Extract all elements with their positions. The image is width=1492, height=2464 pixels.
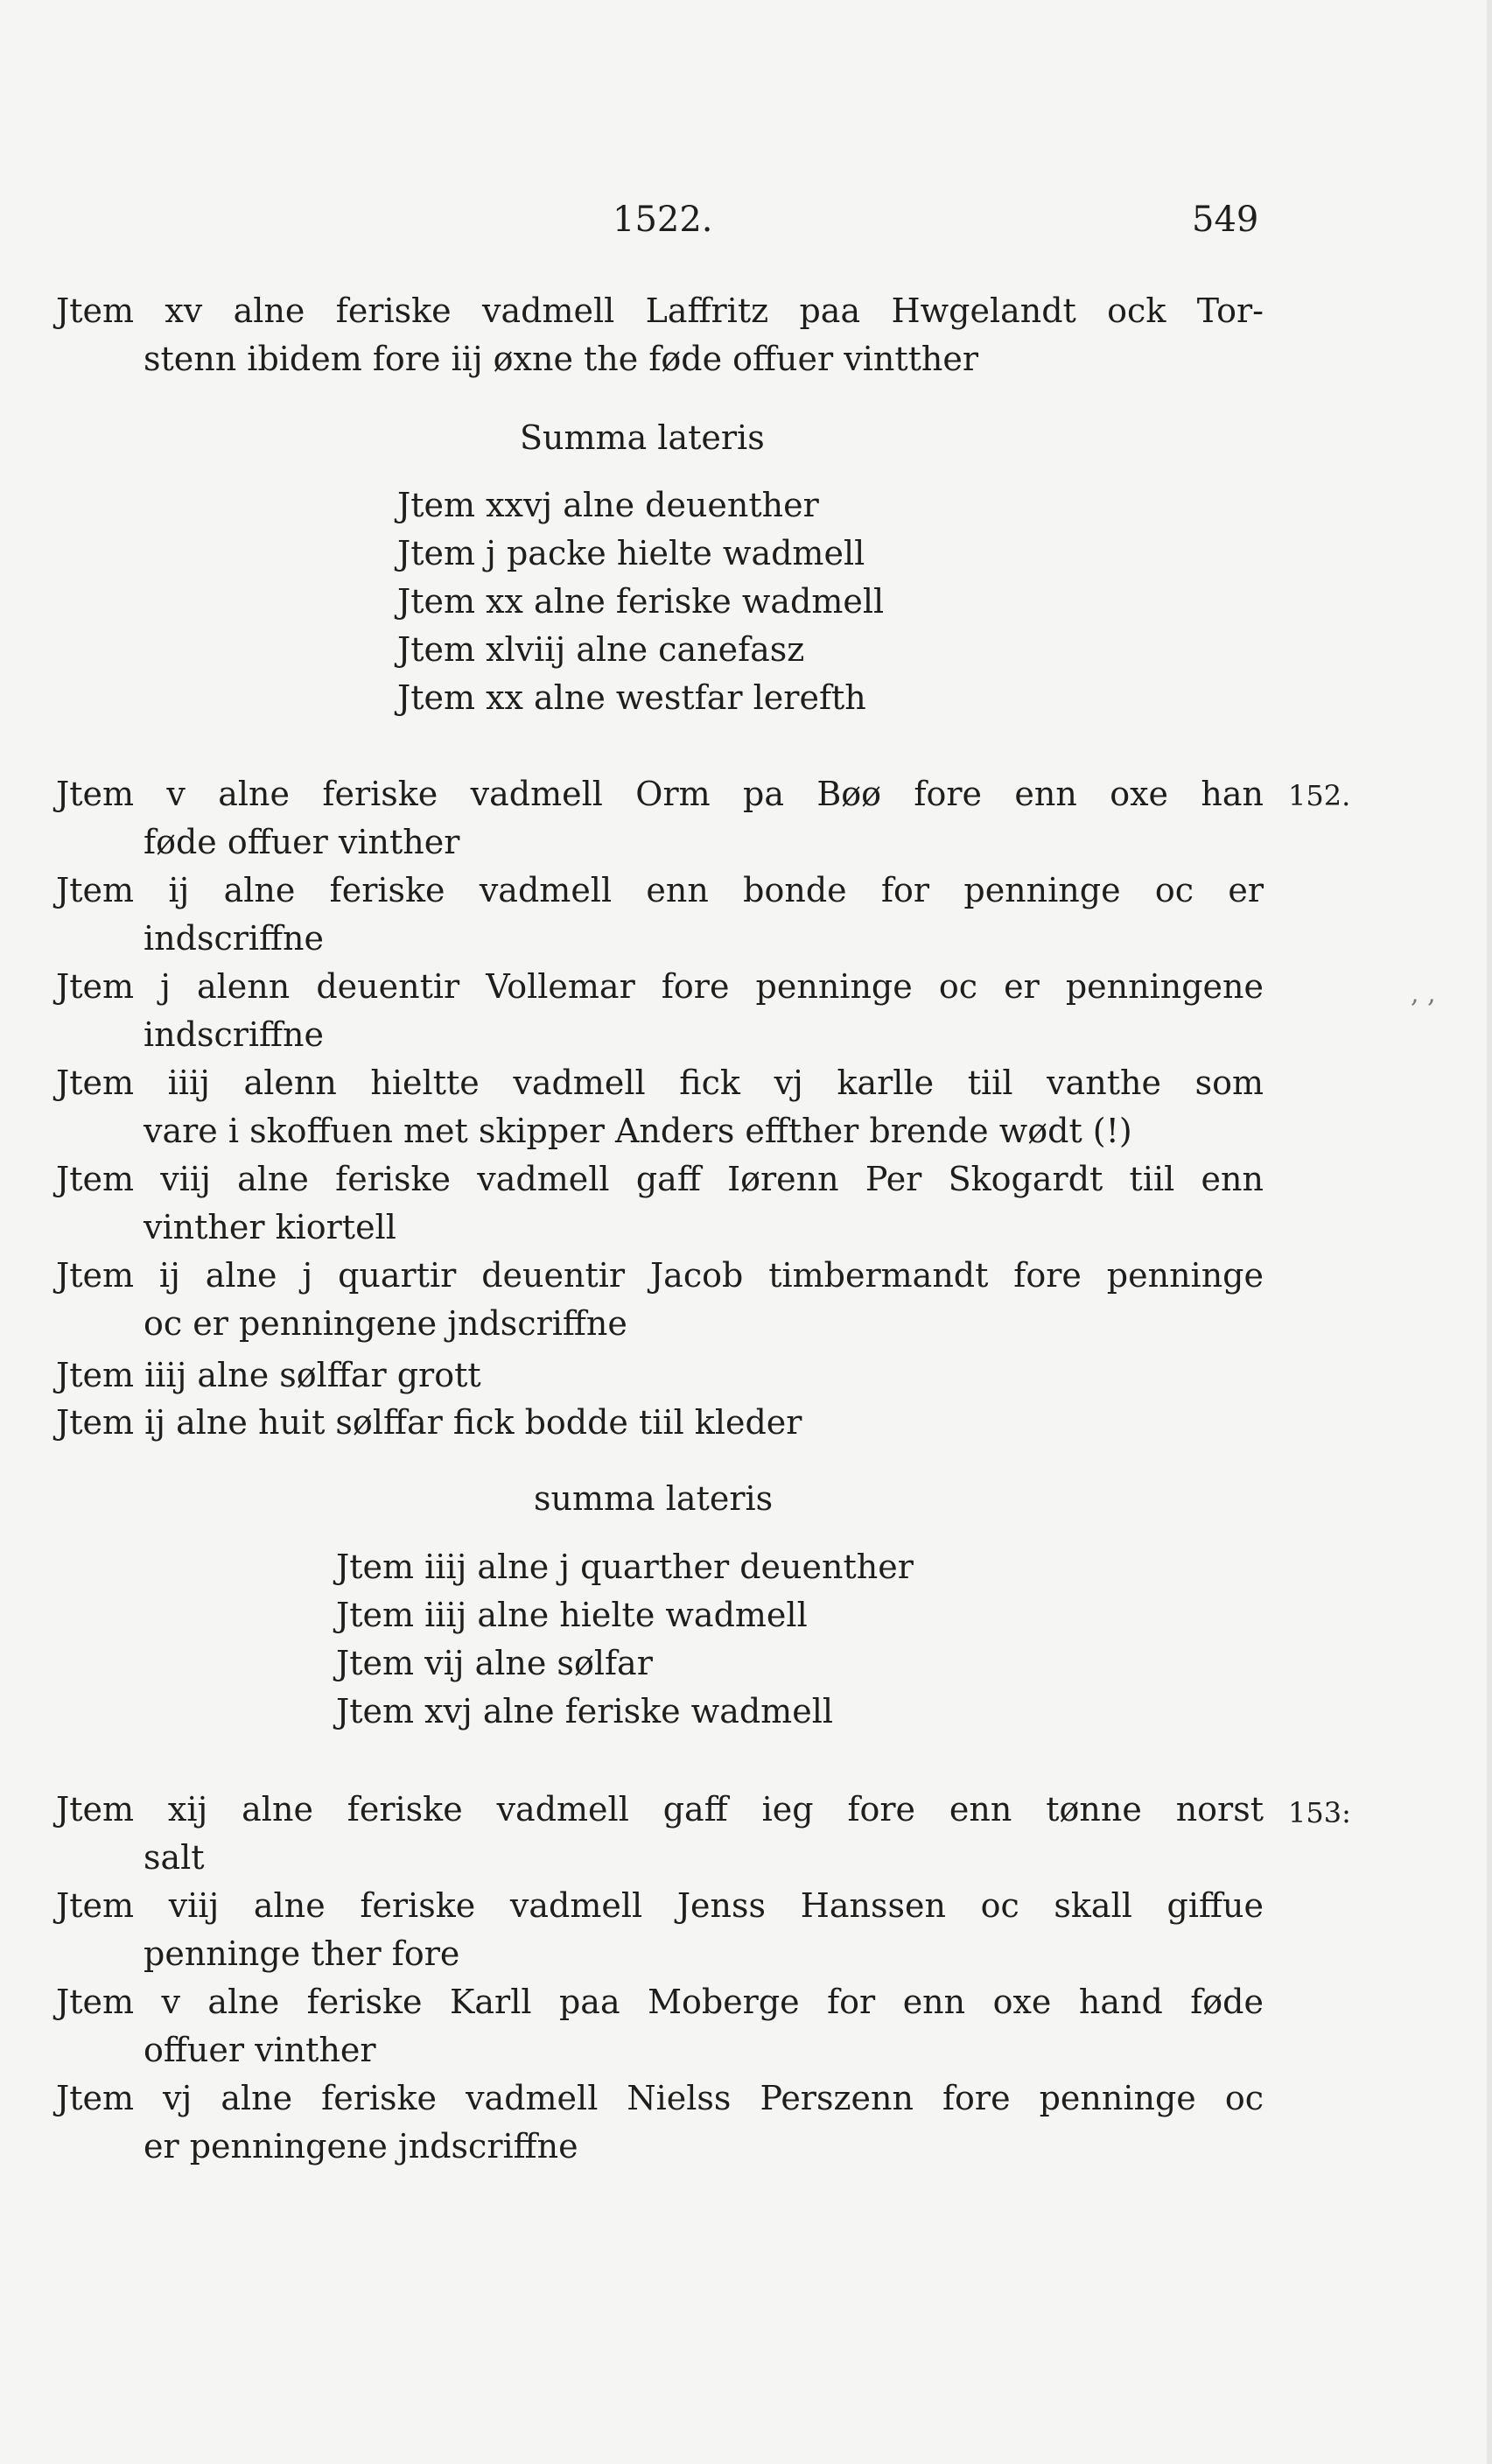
entry-continuation: vare i skoffuen met skipper Anders effther brende wødt (!) [144, 1112, 1132, 1150]
ledger-entry [56, 1978, 1264, 2074]
entry-continuation: føde offuer vinther [144, 823, 460, 861]
entry-continuation: indscriffne [144, 1015, 325, 1054]
summary-item: Jtem xx alne westfar lerefth [397, 678, 866, 717]
ledger-entry [56, 1351, 1264, 1400]
entry-line: Jtem viij alne feriske vadmell Jenss Hanssen oc skall giffue [56, 1886, 1264, 1925]
ledger-entry [56, 963, 1264, 1059]
summary-item: Jtem xlviij alne canefasz [397, 630, 805, 669]
margin-note: 153: [1288, 1796, 1351, 1829]
ledger-entry [56, 1882, 1264, 1978]
entry-continuation: er penningene jndscriffne [144, 2127, 578, 2166]
entry-line: Jtem xij alne feriske vadmell gaff ieg fore enn tønne norst [56, 1790, 1264, 1829]
ledger-entry [56, 770, 1264, 867]
entry-continuation: vinther kiortell [144, 1208, 396, 1246]
entry-line: Jtem xv alne feriske vadmell Laffritz paa Hwgelandt ock Tor- [56, 291, 1264, 330]
summary-item: Jtem iiij alne hielte wadmell [336, 1596, 808, 1634]
summary-heading: Summa lateris [520, 418, 765, 457]
margin-mark: , , [1411, 979, 1436, 1009]
entry-line: Jtem v alne feriske Karll paa Moberge for enn oxe hand føde [56, 1983, 1264, 2021]
ledger-entry [56, 1399, 1264, 1447]
entry-continuation: oc er penningene jndscriffne [144, 1304, 627, 1343]
entry-line: Jtem ij alne huit sølffar fick bodde tiil kleder [56, 1403, 802, 1442]
summary-item: Jtem xxvj alne deuenther [397, 486, 819, 524]
entry-continuation: offuer vinther [144, 2031, 376, 2069]
entry-line: Jtem iiij alenn hieltte vadmell fick vj karlle tiil vanthe som [56, 1064, 1264, 1102]
summary-list [336, 1543, 914, 1736]
margin-note: 152. [1288, 779, 1351, 812]
ledger-entry [56, 287, 1264, 383]
ledger-entry [56, 867, 1264, 963]
page-number: 549 [1192, 200, 1259, 240]
entry-line: Jtem viij alne feriske vadmell gaff Iørenn Per Skogardt tiil enn [56, 1160, 1264, 1198]
summary-list [397, 481, 884, 722]
entry-line: Jtem vj alne feriske vadmell Nielss Perszenn fore penninge oc [56, 2079, 1264, 2117]
summary-item: Jtem xx alne feriske wadmell [397, 582, 885, 621]
ledger-entry [56, 1786, 1264, 1882]
ledger-entry [56, 1252, 1264, 1348]
entry-line: Jtem ij alne feriske vadmell enn bonde for penninge oc er [56, 871, 1264, 909]
ledger-entry [56, 1059, 1264, 1155]
summary-heading: summa lateris [534, 1479, 774, 1518]
summary-item: Jtem vij alne sølfar [336, 1644, 653, 1682]
entry-continuation: penninge ther fore [144, 1934, 460, 1973]
summary-item: Jtem iiij alne j quarther deuenther [336, 1548, 914, 1586]
entry-line: Jtem ij alne j quartir deuentir Jacob timbermandt fore penninge [56, 1256, 1264, 1295]
entry-line: Jtem iiij alne sølffar grott [56, 1356, 481, 1394]
entry-line: Jtem v alne feriske vadmell Orm pa Bøø fore enn oxe han [56, 775, 1264, 813]
entry-continuation: indscriffne [144, 919, 325, 958]
ledger-entry [56, 1155, 1264, 1252]
page-header-year: 1522. [613, 200, 713, 240]
ledger-entry [56, 2074, 1264, 2171]
summary-item: Jtem xvj alne feriske wadmell [336, 1692, 834, 1730]
summary-item: Jtem j packe hielte wadmell [397, 534, 865, 572]
entry-line: Jtem j alenn deuentir Vollemar fore penninge oc er penningene [56, 967, 1264, 1006]
entry-continuation: stenn ibidem fore iij øxne the føde offuer vintther [144, 340, 979, 378]
entry-continuation: salt [144, 1838, 205, 1877]
